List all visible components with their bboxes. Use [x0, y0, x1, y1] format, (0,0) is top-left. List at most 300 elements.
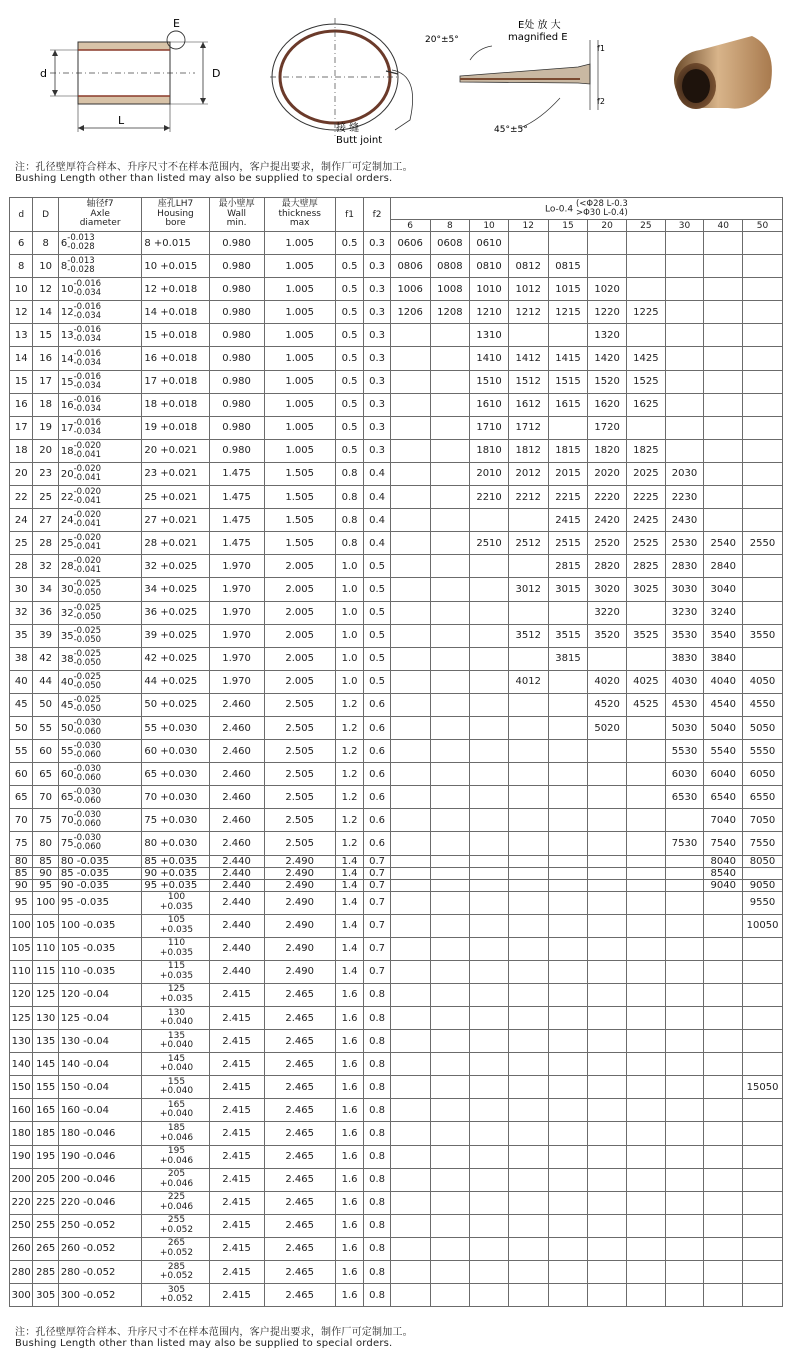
- cell-axle: [58, 832, 142, 855]
- cell-part-code: [704, 1237, 743, 1260]
- cell-wall-min: 0.980: [209, 439, 264, 462]
- cell-D: 75: [33, 809, 58, 832]
- housing-base: 100: [167, 892, 186, 903]
- cell-thickness-max: 2.005: [264, 647, 335, 670]
- axle-base: 8: [60, 261, 68, 273]
- cell-f2: 0.8: [364, 1237, 390, 1260]
- cell-part-code: [390, 1284, 430, 1307]
- cell-part-code: [704, 1145, 743, 1168]
- axle-base: 30: [60, 584, 74, 596]
- tol-lower: -0.041: [73, 472, 102, 483]
- cell-axle: 130 -0.04: [58, 1030, 142, 1053]
- cell-D: 115: [33, 960, 58, 983]
- cell-D: 23: [33, 462, 58, 485]
- axle-base: 6: [60, 238, 68, 250]
- col-d: d: [10, 198, 33, 232]
- dim-D-label: D: [212, 67, 221, 80]
- axle-tolerance: [74, 350, 101, 368]
- cell-part-code: [430, 891, 470, 914]
- cell-wall-min: 2.440: [209, 855, 264, 867]
- cell-part-code: [665, 1214, 704, 1237]
- cell-part-code: 6540: [704, 786, 743, 809]
- cell-wall-min: 1.475: [209, 486, 264, 509]
- cell-part-code: 1212: [508, 301, 548, 324]
- housing-tolerance: +0.035: [159, 970, 194, 981]
- cell-part-code: 6040: [704, 763, 743, 786]
- cell-d: 220: [10, 1191, 33, 1214]
- cell-part-code: [508, 324, 548, 347]
- housing-base: 115: [167, 961, 186, 972]
- cell-part-code: [508, 937, 548, 960]
- cell-part-code: [390, 937, 430, 960]
- cell-part-code: [548, 1214, 588, 1237]
- cell-housing: 42 +0.025: [142, 647, 209, 670]
- table-row: [10, 740, 783, 763]
- table-row: [10, 647, 783, 670]
- cell-D: 145: [33, 1053, 58, 1076]
- tol-upper: -0.025: [73, 671, 102, 682]
- cell-part-code: [508, 1168, 548, 1191]
- col-thickness-max: 最大壁厚 thickness max: [264, 198, 335, 232]
- length-header: 12: [508, 220, 548, 232]
- cell-part-code: 5540: [704, 740, 743, 763]
- cell-axle: [58, 601, 142, 624]
- cell-part-code: [743, 416, 783, 439]
- tol-upper: -0.013: [67, 256, 95, 267]
- cell-part-code: [704, 937, 743, 960]
- housing-tolerance: +0.046: [159, 1132, 194, 1143]
- cell-part-code: [627, 960, 666, 983]
- cell-f2: 0.7: [364, 937, 390, 960]
- axle-base: 15: [60, 376, 74, 388]
- cell-d: 150: [10, 1076, 33, 1099]
- cell-part-code: [665, 370, 704, 393]
- cell-axle: 140 -0.04: [58, 1053, 142, 1076]
- cell-D: 19: [33, 416, 58, 439]
- cell-wall-min: 2.460: [209, 763, 264, 786]
- cell-axle: [58, 716, 142, 739]
- cell-part-code: [508, 763, 548, 786]
- cell-thickness-max: 2.465: [264, 1261, 335, 1284]
- cell-wall-min: 0.980: [209, 347, 264, 370]
- tol-upper: -0.030: [73, 764, 102, 775]
- tol-upper: -0.016: [73, 394, 102, 405]
- cell-part-code: [390, 601, 430, 624]
- tol-upper: -0.016: [73, 371, 102, 382]
- cell-d: 55: [10, 740, 33, 763]
- axle-tolerance: [74, 396, 101, 414]
- cell-part-code: [390, 1030, 430, 1053]
- housing-base: 205: [167, 1169, 186, 1180]
- cell-part-code: [627, 1191, 666, 1214]
- cell-thickness-max: 2.490: [264, 960, 335, 983]
- note-cn: 注：孔径壁厚符合样本、升序尺寸不在样本范围内，客户提出要求，制作厂可定制加工。: [15, 162, 413, 173]
- cell-part-code: [470, 1284, 509, 1307]
- cell-part-code: [743, 555, 783, 578]
- cell-part-code: 3230: [665, 601, 704, 624]
- table-row: [10, 1284, 783, 1307]
- cell-d: 14: [10, 347, 33, 370]
- cell-part-code: [627, 740, 666, 763]
- housing-base: 135: [167, 1030, 186, 1041]
- cell-axle: 100 -0.035: [58, 914, 142, 937]
- butt-joint-cn: 接 缝: [336, 123, 360, 134]
- note-en-bottom: Bushing Length other than listed may also be supplied to special orders.: [15, 1338, 393, 1349]
- cell-part-code: 1615: [548, 393, 588, 416]
- cell-thickness-max: 1.505: [264, 509, 335, 532]
- cell-thickness-max: 2.465: [264, 983, 335, 1006]
- cell-f2: 0.6: [364, 763, 390, 786]
- cell-part-code: [704, 324, 743, 347]
- cell-D: 205: [33, 1168, 58, 1191]
- cell-axle: 120 -0.04: [58, 983, 142, 1006]
- table-row: [10, 786, 783, 809]
- cell-housing: 28 +0.021: [142, 532, 209, 555]
- cell-part-code: [508, 1007, 548, 1030]
- cell-part-code: 3840: [704, 647, 743, 670]
- cell-d: 20: [10, 462, 33, 485]
- cell-f2: 0.5: [364, 647, 390, 670]
- cell-part-code: [390, 1076, 430, 1099]
- cell-part-code: 1220: [588, 301, 627, 324]
- housing-base: 285: [167, 1261, 186, 1272]
- axle-tolerance: [74, 580, 101, 598]
- axle-tolerance: [67, 234, 94, 252]
- cell-d: 280: [10, 1261, 33, 1284]
- cell-D: 25: [33, 486, 58, 509]
- table-row: [10, 347, 783, 370]
- col-wall-min: 最小壁厚 Wall min.: [209, 198, 264, 232]
- cell-D: 85: [33, 855, 58, 867]
- magnified-e-en: magnified E: [508, 32, 568, 43]
- cell-housing: 34 +0.025: [142, 578, 209, 601]
- tol-lower: -0.060: [73, 750, 102, 761]
- cell-f1: 1.4: [335, 891, 364, 914]
- cell-f1: 1.0: [335, 601, 364, 624]
- cell-part-code: [665, 1076, 704, 1099]
- tol-upper: -0.016: [73, 279, 102, 290]
- cell-part-code: [704, 1284, 743, 1307]
- cell-f1: 1.4: [335, 914, 364, 937]
- cell-d: 95: [10, 891, 33, 914]
- cell-wall-min: 0.980: [209, 278, 264, 301]
- cell-part-code: [390, 532, 430, 555]
- cell-part-code: [627, 1214, 666, 1237]
- axle-base: 60: [60, 769, 74, 781]
- cell-part-code: 0812: [508, 255, 548, 278]
- cell-thickness-max: 2.005: [264, 555, 335, 578]
- cell-part-code: 2220: [588, 486, 627, 509]
- bottom-note: [15, 1327, 413, 1349]
- cell-part-code: [743, 1030, 783, 1053]
- cell-D: 44: [33, 670, 58, 693]
- cell-thickness-max: 1.005: [264, 324, 335, 347]
- cell-part-code: [548, 716, 588, 739]
- cell-part-code: [743, 1261, 783, 1284]
- cell-axle: [58, 763, 142, 786]
- cell-part-code: [588, 914, 627, 937]
- cell-part-code: [548, 740, 588, 763]
- cell-D: 100: [33, 891, 58, 914]
- cell-part-code: [470, 716, 509, 739]
- axle-base: 40: [60, 676, 74, 688]
- cell-part-code: [743, 1191, 783, 1214]
- cell-part-code: [430, 867, 470, 879]
- cell-part-code: [665, 1168, 704, 1191]
- cell-housing: 20 +0.021: [142, 439, 209, 462]
- cell-part-code: [588, 960, 627, 983]
- cell-axle: [58, 647, 142, 670]
- table-row: [10, 960, 783, 983]
- table-row: [10, 555, 783, 578]
- cell-part-code: [743, 370, 783, 393]
- cell-wall-min: 1.475: [209, 462, 264, 485]
- cell-part-code: [508, 1030, 548, 1053]
- cell-part-code: [508, 879, 548, 891]
- cell-housing: 90 +0.035: [142, 867, 209, 879]
- tol-lower: -0.034: [73, 288, 102, 299]
- cell-part-code: [665, 1284, 704, 1307]
- cell-d: 300: [10, 1284, 33, 1307]
- table-row: [10, 255, 783, 278]
- tol-upper: -0.030: [73, 741, 102, 752]
- cell-part-code: [743, 278, 783, 301]
- cell-part-code: [470, 693, 509, 716]
- cell-f2: 0.3: [364, 255, 390, 278]
- cell-part-code: 5550: [743, 740, 783, 763]
- cell-D: 39: [33, 624, 58, 647]
- tol-upper: -0.025: [73, 602, 102, 613]
- cell-part-code: 1206: [390, 301, 430, 324]
- cell-wall-min: 1.970: [209, 624, 264, 647]
- table-row: [10, 983, 783, 1006]
- cell-wall-min: 0.980: [209, 324, 264, 347]
- table-row: [10, 486, 783, 509]
- cell-wall-min: 1.970: [209, 601, 264, 624]
- cell-axle: [58, 347, 142, 370]
- cell-part-code: 2515: [548, 532, 588, 555]
- cell-part-code: 2225: [627, 486, 666, 509]
- cell-part-code: 2030: [665, 462, 704, 485]
- cell-part-code: 1810: [470, 439, 509, 462]
- cell-thickness-max: 2.465: [264, 1191, 335, 1214]
- cell-axle: [58, 439, 142, 462]
- cell-thickness-max: 2.505: [264, 786, 335, 809]
- cell-part-code: [665, 393, 704, 416]
- cell-part-code: [665, 879, 704, 891]
- cell-part-code: [627, 855, 666, 867]
- cell-f2: 0.3: [364, 416, 390, 439]
- cell-part-code: [430, 914, 470, 937]
- cell-wall-min: 2.415: [209, 1237, 264, 1260]
- cell-f2: 0.7: [364, 855, 390, 867]
- cell-part-code: [743, 1007, 783, 1030]
- cell-part-code: [390, 416, 430, 439]
- cell-wall-min: 2.415: [209, 1145, 264, 1168]
- cell-part-code: [627, 891, 666, 914]
- cell-part-code: [548, 1122, 588, 1145]
- cell-d: 17: [10, 416, 33, 439]
- tol-lower: -0.050: [73, 657, 102, 668]
- cell-part-code: [588, 867, 627, 879]
- cell-part-code: 1215: [548, 301, 588, 324]
- cell-f2: 0.5: [364, 670, 390, 693]
- cell-part-code: 0610: [470, 232, 509, 255]
- cell-part-code: [430, 960, 470, 983]
- cell-f1: 1.0: [335, 670, 364, 693]
- cell-part-code: [430, 855, 470, 867]
- cell-part-code: 3815: [548, 647, 588, 670]
- cell-part-code: 6550: [743, 786, 783, 809]
- housing-tolerance: +0.046: [159, 1155, 194, 1166]
- cell-f1: 1.6: [335, 1053, 364, 1076]
- cell-part-code: [508, 786, 548, 809]
- cell-part-code: 1825: [627, 439, 666, 462]
- cell-part-code: [430, 1168, 470, 1191]
- cell-D: 185: [33, 1122, 58, 1145]
- table-row: [10, 832, 783, 855]
- tol-upper: -0.025: [73, 579, 102, 590]
- cell-part-code: [470, 601, 509, 624]
- cell-wall-min: 2.440: [209, 914, 264, 937]
- cell-part-code: [743, 601, 783, 624]
- cell-part-code: [588, 763, 627, 786]
- cell-part-code: 3830: [665, 647, 704, 670]
- housing-tolerance: +0.040: [159, 1040, 194, 1051]
- cell-wall-min: 1.475: [209, 509, 264, 532]
- axle-tolerance: [74, 765, 101, 783]
- cell-housing: 80 +0.030: [142, 832, 209, 855]
- table-row: [10, 879, 783, 891]
- cell-D: 15: [33, 324, 58, 347]
- cell-part-code: [548, 832, 588, 855]
- cell-thickness-max: 2.490: [264, 937, 335, 960]
- cell-part-code: [627, 416, 666, 439]
- cell-part-code: [430, 1122, 470, 1145]
- cell-d: 12: [10, 301, 33, 324]
- cell-part-code: 1225: [627, 301, 666, 324]
- cell-part-code: 3520: [588, 624, 627, 647]
- cell-part-code: [430, 532, 470, 555]
- table-row: [10, 1076, 783, 1099]
- cell-d: 200: [10, 1168, 33, 1191]
- cell-thickness-max: 1.005: [264, 278, 335, 301]
- tol-upper: -0.013: [67, 233, 95, 244]
- bushing-photo: [674, 36, 772, 109]
- bushing-section-view: [40, 17, 220, 132]
- length-header: 30: [665, 220, 704, 232]
- cell-wall-min: 2.460: [209, 740, 264, 763]
- table-row: [10, 439, 783, 462]
- cell-part-code: [627, 763, 666, 786]
- axle-base: 45: [60, 699, 74, 711]
- cell-part-code: [704, 914, 743, 937]
- cell-wall-min: 0.980: [209, 393, 264, 416]
- cell-part-code: 0806: [390, 255, 430, 278]
- axle-base: 55: [60, 746, 74, 758]
- cell-housing: 25 +0.021: [142, 486, 209, 509]
- cell-housing: 32 +0.025: [142, 555, 209, 578]
- axle-tolerance: [74, 650, 101, 668]
- tol-lower: -0.060: [73, 819, 102, 830]
- cell-part-code: 7530: [665, 832, 704, 855]
- col-f2: f2: [364, 198, 390, 232]
- axle-tolerance: [74, 534, 101, 552]
- cell-part-code: [588, 879, 627, 891]
- cell-part-code: 2415: [548, 509, 588, 532]
- cell-f2: 0.3: [364, 347, 390, 370]
- cell-D: 10: [33, 255, 58, 278]
- cell-housing: 15 +0.018: [142, 324, 209, 347]
- cell-wall-min: 2.440: [209, 879, 264, 891]
- cell-housing: [142, 1099, 209, 1122]
- cell-f1: 0.8: [335, 462, 364, 485]
- cell-part-code: [508, 1261, 548, 1284]
- tol-lower: -0.060: [73, 727, 102, 738]
- axle-tolerance: [74, 627, 101, 645]
- cell-f2: 0.3: [364, 324, 390, 347]
- cell-part-code: 2020: [588, 462, 627, 485]
- cell-housing: 8 +0.015: [142, 232, 209, 255]
- cell-axle: [58, 393, 142, 416]
- cell-part-code: 1720: [588, 416, 627, 439]
- cell-f2: 0.4: [364, 532, 390, 555]
- cell-thickness-max: 2.465: [264, 1122, 335, 1145]
- cell-part-code: [588, 855, 627, 867]
- cell-part-code: [743, 324, 783, 347]
- axle-base: 25: [60, 538, 74, 550]
- cell-part-code: [470, 763, 509, 786]
- cell-wall-min: 0.980: [209, 370, 264, 393]
- tol-lower: -0.050: [73, 611, 102, 622]
- note-en: Bushing Length other than listed may also be supplied to special orders.: [15, 173, 393, 184]
- tol-lower: -0.041: [73, 519, 102, 530]
- cell-axle: [58, 693, 142, 716]
- cell-part-code: [548, 232, 588, 255]
- cell-wall-min: 0.980: [209, 232, 264, 255]
- tol-lower: -0.050: [73, 680, 102, 691]
- cell-f2: 0.7: [364, 867, 390, 879]
- cell-thickness-max: 1.005: [264, 255, 335, 278]
- cell-part-code: [588, 1030, 627, 1053]
- cell-part-code: [390, 578, 430, 601]
- cell-part-code: 7540: [704, 832, 743, 855]
- cell-part-code: [508, 1122, 548, 1145]
- cell-housing: 39 +0.025: [142, 624, 209, 647]
- cell-part-code: [390, 439, 430, 462]
- cell-part-code: [470, 937, 509, 960]
- cell-wall-min: 1.970: [209, 670, 264, 693]
- cell-housing: 70 +0.030: [142, 786, 209, 809]
- cell-D: 90: [33, 867, 58, 879]
- cell-D: 16: [33, 347, 58, 370]
- axle-base: 13: [60, 330, 74, 342]
- table-row: [10, 1007, 783, 1030]
- cell-part-code: 1210: [470, 301, 509, 324]
- cell-axle: 110 -0.035: [58, 960, 142, 983]
- cell-part-code: [665, 439, 704, 462]
- axle-tolerance: [74, 465, 101, 483]
- table-row: [10, 1122, 783, 1145]
- table-row: [10, 1168, 783, 1191]
- cell-thickness-max: 2.490: [264, 855, 335, 867]
- cell-part-code: [665, 1145, 704, 1168]
- cell-part-code: 5030: [665, 716, 704, 739]
- cell-f1: 0.5: [335, 301, 364, 324]
- cell-part-code: [470, 670, 509, 693]
- cell-part-code: [508, 1099, 548, 1122]
- cell-part-code: 3240: [704, 601, 743, 624]
